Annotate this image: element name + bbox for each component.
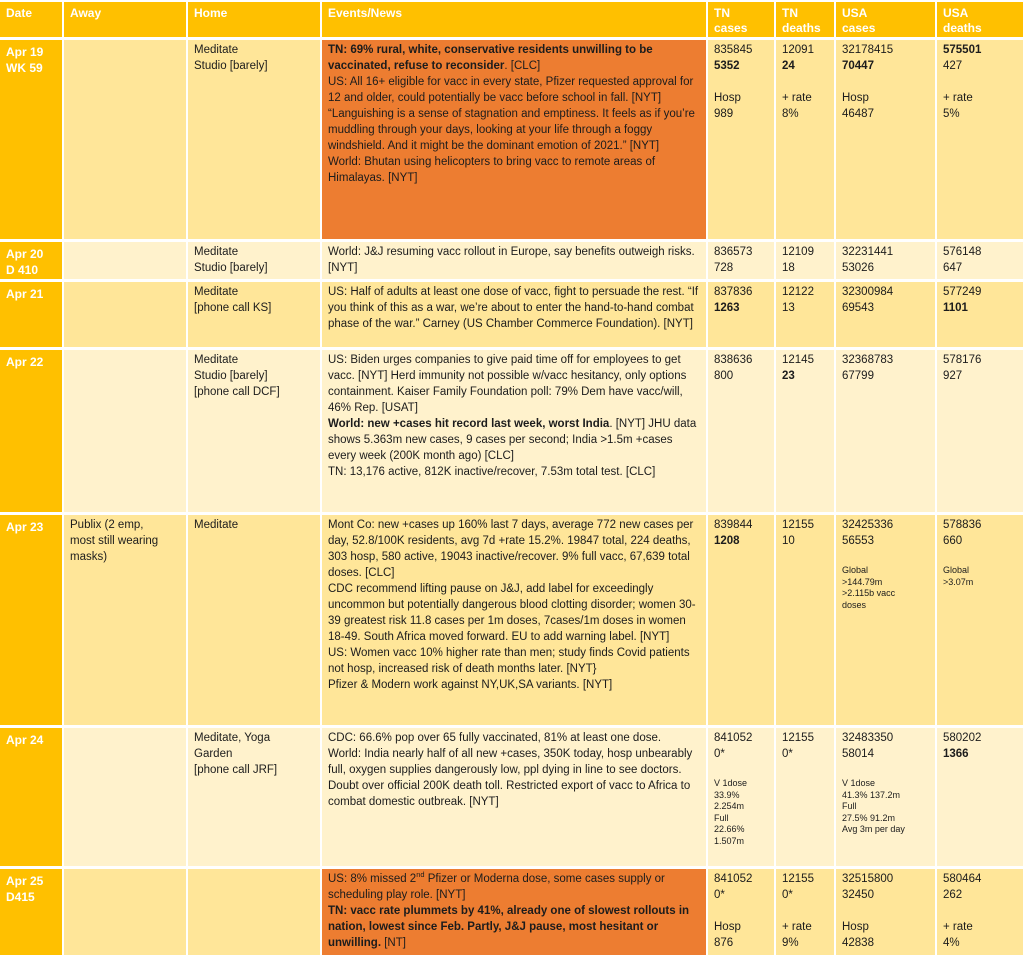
cell-date	[0, 869, 62, 955]
text-line: D 410	[6, 263, 39, 277]
text-line: 2.254m	[714, 801, 745, 811]
cell-home	[188, 515, 320, 725]
text-line: 12091	[782, 44, 814, 56]
text-line: 1366	[943, 748, 969, 760]
header-cell-tn-cases	[708, 2, 774, 37]
cell-away	[64, 242, 186, 279]
text-line: TN	[782, 6, 798, 20]
cell-tn-deaths	[776, 350, 834, 512]
cell-home	[188, 728, 320, 866]
text-line: USA	[943, 6, 969, 20]
text-line	[943, 74, 1017, 90]
text-line: 838636	[714, 354, 753, 366]
text-line: Date	[6, 6, 33, 20]
cell-date	[0, 40, 62, 239]
text-line: Home	[194, 6, 228, 20]
news-segment: TN: 13,176 active, 812K inactive/recover, 7.53m total test. [CLC]	[328, 466, 656, 478]
news-paragraph	[328, 106, 700, 154]
text-line: Hosp	[842, 92, 869, 104]
news-paragraph	[328, 677, 700, 693]
text-line: USA	[842, 6, 868, 20]
news-segment: TN: 69% rural, white, conservative residents unwilling to be vaccinated, refuse to reconsider	[328, 44, 653, 72]
text-line: Avg 3m per day	[842, 824, 905, 834]
text-line	[943, 549, 1017, 565]
news-segment: Mont Co: new +cases up 160% last 7 days, average 772 new cases per day, 52.8/100K residents, avg 7d +rate 15.2%. 19847 total, 224 deaths, 303 hosp, 580 active, 19043 inactive/recover. 9% full vacc, 67,639 total doses. [CLC]	[328, 519, 694, 579]
news-paragraph	[328, 730, 700, 746]
news-segment: . [NYT] JHU data shows 5.363m new cases, 9 cases per second; India >1.5m +cases every week (200K month ago) [CLC]	[328, 418, 697, 462]
text-line: Meditate, Yoga	[194, 732, 271, 744]
text-line: 647	[943, 262, 963, 274]
cell-away	[64, 728, 186, 866]
text-line	[842, 762, 929, 778]
text-line: masks)	[70, 551, 108, 563]
text-line: [phone call KS]	[194, 302, 272, 314]
text-line: 24	[782, 60, 795, 72]
cell-tn-cases	[708, 350, 774, 512]
cell-usa-cases	[836, 350, 935, 512]
text-line: 32178415	[842, 44, 894, 56]
cell-date	[0, 515, 62, 725]
text-line: Publix (2 emp,	[70, 519, 144, 531]
text-line: Hosp	[714, 921, 741, 933]
header-cell-date	[0, 2, 62, 37]
news-paragraph	[328, 581, 700, 645]
news-paragraph	[328, 517, 700, 581]
text-line: [phone call DCF]	[194, 386, 280, 398]
text-line: Garden	[194, 748, 233, 760]
text-line: [phone call JRF]	[194, 764, 278, 776]
text-line: 836573	[714, 246, 753, 258]
text-line: 12145	[782, 354, 814, 366]
text-line: Global	[943, 565, 970, 575]
text-line: 42838	[842, 937, 874, 949]
text-line	[714, 903, 768, 919]
cell-home	[188, 282, 320, 347]
cell-usa-deaths	[937, 40, 1023, 239]
text-line: V 1dose	[842, 778, 876, 788]
text-line: 32231441	[842, 246, 894, 258]
text-line: 22.66%	[714, 824, 745, 834]
cell-tn-cases	[708, 242, 774, 279]
news-paragraph	[328, 903, 700, 951]
text-line	[714, 762, 768, 778]
text-line: 927	[943, 370, 963, 382]
cell-date	[0, 728, 62, 866]
cell-date	[0, 242, 62, 279]
cell-tn-deaths	[776, 40, 834, 239]
news-paragraph	[328, 284, 700, 332]
text-line: 70447	[842, 60, 874, 72]
news-segment: TN: vacc rate plummets by 41%, already one of slowest rollouts in nation, lowest since Feb. Partly, J&J pause, most hesitant or unwilling.	[328, 905, 690, 949]
text-line	[842, 903, 929, 919]
text-line: 989	[714, 108, 734, 120]
text-line: + rate	[943, 92, 973, 104]
news-segment: World: Bhutan using helicopters to bring vacc to remote areas of Himalayas. [NYT]	[328, 156, 656, 184]
cell-events-news	[322, 242, 706, 279]
cell-usa-cases	[836, 869, 935, 955]
text-line: 69543	[842, 302, 874, 314]
text-line: 660	[943, 535, 963, 547]
text-line: 0*	[714, 748, 725, 760]
cell-events-news	[322, 515, 706, 725]
text-line: 578176	[943, 354, 982, 366]
text-line: WK 59	[6, 61, 43, 75]
text-line: + rate	[782, 921, 812, 933]
text-line: cases	[714, 21, 748, 35]
text-line: Meditate	[194, 246, 239, 258]
text-line: 53026	[842, 262, 874, 274]
text-line: 1101	[943, 302, 968, 314]
cell-usa-cases	[836, 242, 935, 279]
text-line: Hosp	[714, 92, 741, 104]
cell-events-news	[322, 350, 706, 512]
text-line: Apr 24	[6, 733, 44, 747]
header-cell-tn-deaths	[776, 2, 834, 37]
cell-usa-deaths	[937, 242, 1023, 279]
cell-usa-deaths	[937, 728, 1023, 866]
cell-tn-cases	[708, 282, 774, 347]
news-segment: . [CLC]	[504, 60, 541, 72]
cell-tn-deaths	[776, 282, 834, 347]
text-line: 0*	[782, 748, 793, 760]
news-paragraph	[328, 464, 700, 480]
cell-usa-deaths	[937, 515, 1023, 725]
text-line: 578836	[943, 519, 982, 531]
text-line: 4%	[943, 937, 960, 949]
text-line: 23	[782, 370, 795, 382]
text-line: 32483350	[842, 732, 894, 744]
news-segment: World: India nearly half of all new +cases, 350K today, hosp unbearably full, oxygen supplies dangerously low, ppl dying in line to see doctors. Doubt over official 200K death toll. Restricted export of vacc to Africa to combat domestic outbreak. [NYT]	[328, 748, 693, 808]
cell-away	[64, 282, 186, 347]
text-line: 841052	[714, 873, 753, 885]
news-paragraph	[328, 42, 700, 74]
text-line: 580202	[943, 732, 982, 744]
text-line: 12155	[782, 732, 814, 744]
text-line: 575501	[943, 44, 982, 56]
text-line: >2.115b vacc	[842, 588, 896, 598]
cell-usa-deaths	[937, 350, 1023, 512]
cell-events-news	[322, 40, 706, 239]
text-line: Studio [barely]	[194, 262, 268, 274]
cell-home	[188, 242, 320, 279]
cell-tn-cases	[708, 728, 774, 866]
text-line: 12155	[782, 873, 814, 885]
cell-home	[188, 869, 320, 955]
news-paragraph	[328, 244, 700, 276]
text-line: 27.5% 91.2m	[842, 812, 896, 823]
text-line: 18	[782, 262, 795, 274]
text-line: 0*	[782, 889, 793, 901]
news-segment: Pfizer or Moderna dose, some cases supply or scheduling play role. [NYT]	[328, 873, 665, 901]
news-segment: Pfizer & Modern work against NY,UK,SA variants. [NYT]	[328, 679, 613, 691]
text-line: >3.07m	[943, 576, 974, 587]
text-line	[782, 74, 828, 90]
text-line: Global	[842, 565, 869, 575]
text-line: 580464	[943, 873, 982, 885]
text-line: Full	[842, 801, 857, 811]
news-segment: US: Biden urges companies to give paid time off for employees to get vacc. [NYT] Herd immunity not possible w/vacc hesitancy, only options containment. Kaiser Family Foundation poll: 79% Dem have vacc/will, 46% Rep. [USAT]	[328, 354, 687, 414]
cell-away	[64, 40, 186, 239]
news-paragraph	[328, 74, 700, 106]
text-line: Meditate	[194, 354, 239, 366]
header-cell-usa-cases	[836, 2, 935, 37]
text-line: Studio [barely]	[194, 370, 268, 382]
cell-usa-deaths	[937, 282, 1023, 347]
text-line: 41.3% 137.2m	[842, 789, 901, 800]
text-line: 46487	[842, 108, 874, 120]
text-line: 576148	[943, 246, 982, 258]
cell-away	[64, 515, 186, 725]
text-line: V 1dose	[714, 778, 748, 788]
text-line: doses	[842, 599, 867, 610]
text-line: TN	[714, 6, 730, 20]
text-line: 876	[714, 937, 734, 949]
text-line: 262	[943, 889, 963, 901]
news-paragraph	[328, 154, 700, 186]
text-line: Apr 21	[6, 287, 44, 301]
text-line: Apr 22	[6, 355, 44, 369]
news-paragraph	[328, 352, 700, 416]
text-line	[782, 903, 828, 919]
cell-usa-cases	[836, 515, 935, 725]
news-segment: CDC recommend lifting pause on J&J, add label for exceedingly uncommon but potentially dangerous blood clotting disorder; women 30-39 greatest risk 11.8 cases per 1m doses, 7cases/1m doses in women 18-49. South Africa moved forward. EU to add warning label. [NYT]	[328, 583, 696, 643]
text-line: 13	[782, 302, 795, 314]
text-line: Meditate	[194, 519, 239, 531]
news-paragraph	[328, 416, 700, 464]
text-line: 5%	[943, 108, 960, 120]
cell-date	[0, 282, 62, 347]
cell-away	[64, 869, 186, 955]
cell-events-news	[322, 282, 706, 347]
text-line: + rate	[943, 921, 973, 933]
cell-date	[0, 350, 62, 512]
text-line: 32368783	[842, 354, 894, 366]
text-line: 427	[943, 60, 963, 72]
news-segment: US: All 16+ eligible for vacc in every state, Pfizer requested approval for 12 and older, could potentially be vacc before school in fall. [NYT]	[328, 76, 694, 104]
text-line: 32450	[842, 889, 874, 901]
news-segment: World: new +cases hit record last week, worst India	[328, 418, 610, 430]
text-line: Apr 25	[6, 874, 44, 888]
text-line: Apr 19	[6, 45, 44, 59]
text-line: 58014	[842, 748, 874, 760]
text-line	[842, 549, 929, 565]
text-line: Meditate	[194, 286, 239, 298]
text-line: 67799	[842, 370, 874, 382]
text-line: 32300984	[842, 286, 894, 298]
header-cell-events	[322, 2, 706, 37]
text-line: >144.79m	[842, 576, 883, 587]
cell-away	[64, 350, 186, 512]
text-line: Apr 23	[6, 520, 44, 534]
cell-usa-cases	[836, 282, 935, 347]
cell-home	[188, 350, 320, 512]
cell-events-news	[322, 728, 706, 866]
news-segment: nd	[416, 870, 425, 880]
cell-usa-cases	[836, 728, 935, 866]
text-line	[842, 74, 929, 90]
cell-tn-deaths	[776, 728, 834, 866]
news-segment: US: Women vacc 10% higher rate than men; study finds Covid patients not hosp, increased risk of death months later. [NYT}	[328, 647, 690, 675]
text-line: D415	[6, 890, 35, 904]
news-paragraph	[328, 645, 700, 677]
text-line: 1.507m	[714, 835, 745, 846]
text-line: 12155	[782, 519, 814, 531]
text-line: 5352	[714, 60, 740, 72]
text-line: 8%	[782, 108, 799, 120]
news-segment: US: 8% missed 2	[328, 873, 417, 885]
cell-usa-deaths	[937, 869, 1023, 955]
text-line: 577249	[943, 286, 982, 298]
text-line: most still wearing	[70, 535, 159, 547]
text-line: 0*	[714, 889, 725, 901]
cell-tn-deaths	[776, 515, 834, 725]
text-line: 728	[714, 262, 734, 274]
header-cell-home	[188, 2, 320, 37]
text-line: + rate	[782, 92, 812, 104]
news-segment: “Languishing is a sense of stagnation and emptiness. It feels as if you’re muddling through your days, looking at your life through a foggy windshield. And it might be the dominant emotion of 2021.” [NYT]	[328, 108, 695, 152]
text-line: 12109	[782, 246, 814, 258]
cell-home	[188, 40, 320, 239]
header-cell-usa-deaths	[937, 2, 1023, 37]
news-segment: World: J&J resuming vacc rollout in Europe, say benefits outweigh risks. [NYT]	[328, 246, 695, 274]
news-segment: US: Half of adults at least one dose of vacc, fight to persuade the rest. “If you think of this as a war, we’re about to enter the hand-to-hand combat phase of the war.” Carney (US Chamber Commerce Foundation). [NYT]	[328, 286, 699, 330]
text-line: Hosp	[842, 921, 869, 933]
text-line: Apr 20	[6, 247, 44, 261]
text-line: Studio [barely]	[194, 60, 268, 72]
text-line: 56553	[842, 535, 874, 547]
text-line: 10	[782, 535, 795, 547]
text-line: Full	[714, 812, 729, 823]
cell-tn-cases	[708, 869, 774, 955]
text-line: 12122	[782, 286, 814, 298]
cell-tn-deaths	[776, 242, 834, 279]
cell-events-news	[322, 869, 706, 955]
news-paragraph	[328, 871, 700, 903]
text-line: deaths	[782, 21, 821, 35]
text-line: Meditate	[194, 44, 239, 56]
news-segment: [NT]	[381, 937, 406, 949]
text-line: 837836	[714, 286, 753, 298]
cell-tn-cases	[708, 40, 774, 239]
text-line: 33.9%	[714, 789, 740, 800]
text-line	[943, 903, 1017, 919]
text-line: Away	[70, 6, 102, 20]
cell-tn-deaths	[776, 869, 834, 955]
news-paragraph	[328, 746, 700, 810]
text-line: 32515800	[842, 873, 894, 885]
text-line: 841052	[714, 732, 753, 744]
text-line: Events/News	[328, 6, 403, 20]
text-line: 1208	[714, 535, 740, 547]
text-line: 800	[714, 370, 734, 382]
cell-tn-cases	[708, 515, 774, 725]
text-line	[714, 74, 768, 90]
cell-usa-cases	[836, 40, 935, 239]
text-line: 9%	[782, 937, 799, 949]
text-line: 839844	[714, 519, 753, 531]
header-cell-away	[64, 2, 186, 37]
text-line: 835845	[714, 44, 753, 56]
text-line: 1263	[714, 302, 740, 314]
text-line: deaths	[943, 21, 982, 35]
text-line: 32425336	[842, 519, 894, 531]
news-segment: CDC: 66.6% pop over 65 fully vaccinated, 81% at least one dose.	[328, 732, 662, 744]
text-line: cases	[842, 21, 876, 35]
